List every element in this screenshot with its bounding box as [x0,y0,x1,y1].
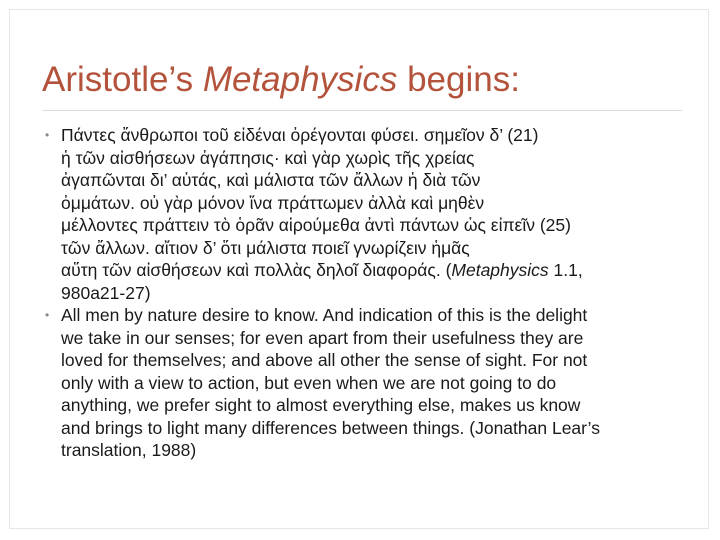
greek-line: τῶν ἄλλων. αἴτιον δ’ ὅτι μάλιστα ποιεῖ γνωρίζειν ἡμᾶς [61,237,470,258]
greek-line: μέλλοντες πράττειν τὸ ὁρᾶν αἱρούμεθα ἀντὶ πάντων ὡς εἰπεῖν (25) [61,215,571,235]
greek-line-text: αὕτη τῶν αἰσθήσεων καὶ πολλὰς δηλοῖ διαφοράς. ( [61,260,452,280]
greek-line: Πάντες ἄνθρωποι τοῦ εἰδέναι ὀρέγονται φύσει. σημεῖον δ’ (21) [61,125,539,145]
english-line: anything, we prefer sight to almost everything else, makes us know [61,395,581,415]
citation-work-title: Metaphysics [451,260,549,280]
slide-body [45,124,685,462]
english-line: and brings to light many differences between things. (Jonathan Lear’s [61,417,600,438]
slide-title [42,60,682,100]
english-line: we take in our senses; for even apart from their usefulness they are [61,327,584,348]
title-part-3: begins: [397,60,520,99]
bullet-dot-icon: • [45,128,50,142]
greek-line-with-citation [61,259,685,282]
citation-lines: 980a21-27) [61,282,151,303]
english-line: All men by nature desire to know. And indication of this is the delight [61,305,588,325]
title-divider [42,110,682,111]
citation-section: 1.1, [548,260,583,280]
english-line: loved for themselves; and above all other the sense of sight. For not [61,350,588,370]
title-part-1: Aristotle’s [42,60,203,99]
bullet-dot-icon: • [45,308,50,322]
bullet-english-translation [45,304,685,462]
greek-line: ὀμμάτων. οὐ γὰρ μόνον ἵνα πράττωμεν ἀλλὰ καὶ μηθὲν [61,192,485,213]
bullet-greek-quote [45,124,685,304]
greek-line: ἀγαπῶνται δι’ αὑτάς, καὶ μάλιστα τῶν ἄλλων ἡ διὰ τῶν [61,170,481,190]
english-line: translation, 1988) [61,440,197,460]
greek-line: ἡ τῶν αἰσθήσεων ἀγάπησις· καὶ γὰρ χωρὶς τῆς χρείας [61,147,475,168]
english-line: only with a view to action, but even when we are not going to do [61,372,557,393]
title-italic-work: Metaphysics [202,60,398,99]
